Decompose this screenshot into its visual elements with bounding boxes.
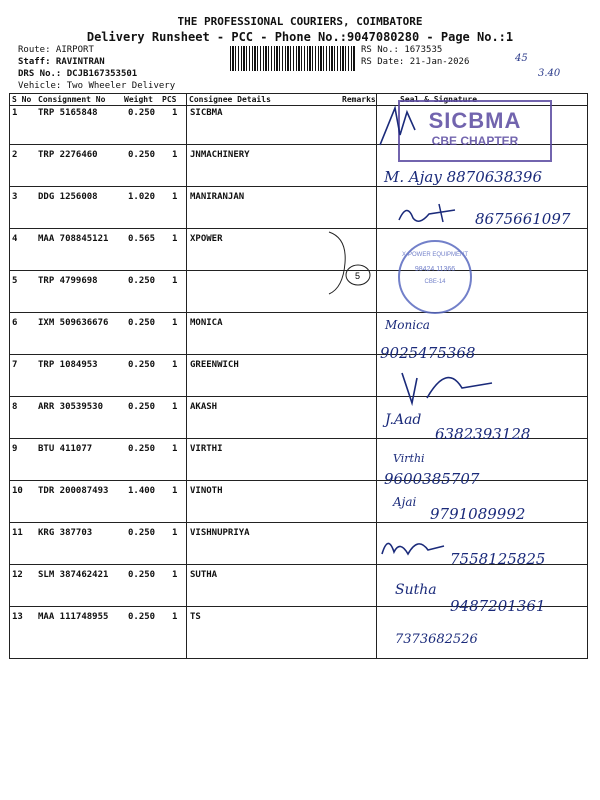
xpower-stamp [398, 240, 472, 314]
cell-weight: 1.400 [128, 486, 156, 496]
cell-pcs: 1 [172, 108, 178, 118]
cell-weight: 0.250 [128, 318, 156, 328]
cell-consignee: TS [190, 612, 201, 622]
cell-pcs: 1 [172, 360, 178, 370]
table-left-border [9, 93, 10, 659]
cell-consignment: TRP 4799698 [38, 276, 98, 286]
cell-weight: 0.250 [128, 108, 156, 118]
remark-circle-5 [343, 262, 373, 288]
cell-consignment: SLM 387462421 [38, 570, 109, 580]
cell-weight: 0.250 [128, 612, 156, 622]
cell-consignment: TRP 5165848 [38, 108, 98, 118]
cell-weight: 1.020 [128, 192, 156, 202]
cell-consignment: MAA 708845121 [38, 234, 109, 244]
cell-consignee: SUTHA [190, 570, 218, 580]
cell-weight: 0.565 [128, 234, 156, 244]
runsheet-subtitle: Delivery Runsheet - PCC - Phone No.:9047080280 - Page No.:1 [86, 30, 514, 44]
vehicle-label: Vehicle: Two Wheeler Delivery [18, 81, 176, 91]
cell-consignee: MONICA [190, 318, 223, 328]
header-weight: Weight [124, 95, 153, 104]
cell-consignee: SICBMA [190, 108, 223, 118]
cell-consignee: JNMACHINERY [190, 150, 250, 160]
cell-sno: 1 [12, 108, 18, 118]
phone-row3: 8675661097 [475, 210, 571, 228]
cell-sno: 4 [12, 234, 18, 244]
xpower-stamp-phone: 98424 11366 [414, 266, 456, 273]
cell-consignment: TDR 200087493 [38, 486, 109, 496]
cell-pcs: 1 [172, 402, 178, 412]
signature-row12: Sutha [395, 582, 437, 598]
cell-consignment: MAA 111748955 [38, 612, 109, 622]
sicbma-stamp-chapter: CBE CHAPTER [431, 134, 519, 148]
row-divider [9, 354, 587, 355]
table-bottom-border [9, 658, 587, 659]
col-divider-seal [376, 93, 377, 659]
cell-sno: 12 [12, 570, 23, 580]
cell-consignment: TRP 1084953 [38, 360, 98, 370]
header-consignment: Consignment No [38, 95, 106, 104]
cell-weight: 0.250 [128, 402, 156, 412]
signature-row10: Ajai [393, 495, 417, 509]
cell-consignee: VINOTH [190, 486, 223, 496]
cell-pcs: 1 [172, 612, 178, 622]
cell-sno: 10 [12, 486, 23, 496]
cell-consignee: VISHNUPRIYA [190, 528, 250, 538]
cell-pcs: 1 [172, 444, 178, 454]
cell-weight: 0.250 [128, 444, 156, 454]
header-consignee: Consignee Details [189, 95, 271, 104]
row-divider [9, 228, 587, 229]
cell-weight: 0.250 [128, 528, 156, 538]
phone-row10: 9791089992 [430, 505, 526, 523]
cell-weight: 0.250 [128, 360, 156, 370]
header-seal-signature: Seal & Signature [400, 95, 478, 104]
phone-row9: 9600385707 [384, 470, 480, 488]
cell-pcs: 1 [172, 276, 178, 286]
cell-sno: 7 [12, 360, 18, 370]
cell-consignee: VIRTHI [190, 444, 223, 454]
header-pcs: PCS [162, 95, 177, 104]
cell-consignment: DDG 1256008 [38, 192, 98, 202]
cell-consignee: GREENWICH [190, 360, 239, 370]
drs-number: DRS No.: DCJB167353501 [18, 69, 138, 79]
cell-consignee: AKASH [190, 402, 218, 412]
signature-row7 [392, 368, 502, 408]
rs-date: RS Date: 21-Jan-2026 [361, 57, 470, 67]
corner-note-2: 3.40 [538, 68, 561, 79]
cell-pcs: 1 [172, 150, 178, 160]
company-title: THE PROFESSIONAL COURIERS, COIMBATORE [177, 15, 423, 28]
header-sno: S No [12, 95, 32, 104]
rs-number: RS No.: 1673535 [361, 45, 443, 55]
row-divider [9, 186, 587, 187]
cell-pcs: 1 [172, 234, 178, 244]
cell-pcs: 1 [172, 570, 178, 580]
cell-sno: 8 [12, 402, 18, 412]
header-remarks: Remarks [342, 95, 376, 104]
signature-row3 [395, 200, 470, 230]
cell-pcs: 1 [172, 192, 178, 202]
signature-row6: Monica [385, 318, 430, 332]
col-divider-consignee [186, 93, 187, 659]
cell-consignment: KRG 387703 [38, 528, 93, 538]
phone-row12: 9487201361 [450, 597, 546, 615]
signature-row2: M. Ajay 8870638396 [384, 168, 542, 186]
signature-row1 [375, 100, 425, 150]
cell-pcs: 1 [172, 318, 178, 328]
cell-weight: 0.250 [128, 276, 156, 286]
cell-sno: 9 [12, 444, 18, 454]
sicbma-stamp-name: SICBMA [428, 108, 522, 133]
cell-consignment: ARR 30539530 [38, 402, 104, 412]
staff-label: Staff: RAVINTRAN [18, 57, 105, 67]
row-divider [9, 480, 587, 481]
xpower-stamp-city: CBE-14 [424, 279, 446, 285]
cell-consignment: BTU 411077 [38, 444, 93, 454]
signature-row9: Virthi [393, 452, 425, 465]
cell-sno: 13 [12, 612, 23, 622]
cell-pcs: 1 [172, 486, 178, 496]
signature-row8: J.Aad [385, 412, 422, 428]
cell-sno: 3 [12, 192, 18, 202]
cell-sno: 11 [12, 528, 23, 538]
cell-consignee: XPOWER [190, 234, 223, 244]
route-label: Route: AIRPORT [18, 45, 94, 55]
xpower-stamp-name: X-POWER EQUIPMENT [401, 252, 468, 258]
cell-consignment: TRP 2276460 [38, 150, 98, 160]
cell-sno: 6 [12, 318, 18, 328]
corner-note-1: 45 [515, 53, 528, 64]
remark-circle-5-label: 5 [355, 271, 361, 281]
table-top-border [9, 93, 587, 94]
barcode [230, 46, 355, 71]
cell-consignment: IXM 509636676 [38, 318, 109, 328]
cell-sno: 5 [12, 276, 18, 286]
phone-row6: 9025475368 [380, 344, 476, 362]
phone-row13: 7373682526 [395, 632, 478, 647]
cell-weight: 0.250 [128, 570, 156, 580]
phone-row8: 6382393128 [435, 425, 531, 443]
table-right-border [587, 93, 588, 659]
row-divider [9, 270, 587, 271]
cell-weight: 0.250 [128, 150, 156, 160]
phone-row11: 7558125825 [450, 550, 546, 568]
cell-sno: 2 [12, 150, 18, 160]
signature-row11 [378, 532, 448, 564]
cell-consignee: MANIRANJAN [190, 192, 245, 202]
row-divider [9, 312, 587, 313]
cell-pcs: 1 [172, 528, 178, 538]
